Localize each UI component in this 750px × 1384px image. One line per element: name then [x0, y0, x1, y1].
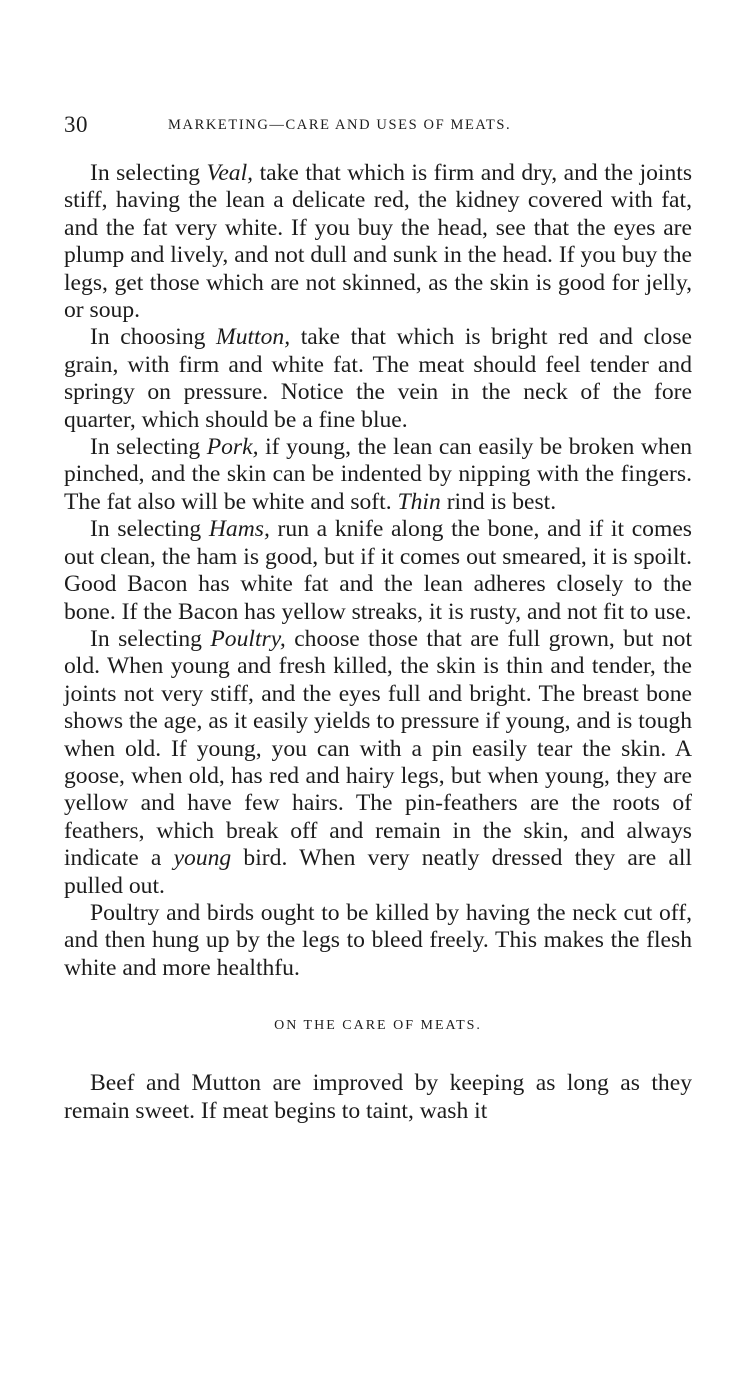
emphasis-hams: Hams, [208, 516, 270, 543]
paragraph-mutton [64, 324, 692, 434]
paragraph-birds: Poultry and birds ought to be killed by having the neck cut off, and then hung up by the legs to bleed freely. This makes the flesh white and more healthfu. [64, 899, 692, 981]
paragraph-text: In choosing [90, 324, 217, 351]
paragraph-text: if young, the lean can easily be broken when pinched, and the skin can be indented by nipping with the fingers. The fat also will be white and soft. [64, 434, 692, 515]
body-text [64, 160, 692, 1125]
paragraph-pork [64, 434, 692, 516]
paragraph-text: choose those that are full grown, but not old. When young and fresh killed, the skin is thin and tender, the joints not very stiff, and the eyes full and bright. The breast bone shows the age, as it easily yields to pressure if young, and is tough when old. If young, you can with a pin easily tear the skin. A goose, when old, has red and hairy legs, but when young, they are yellow and have few hairs. The pin-feathers are the roots of feathers, which break off and remain in the skin, and always indicate a [64, 625, 692, 872]
running-head [64, 112, 694, 142]
emphasis-pork: Pork, [206, 434, 259, 461]
paragraph-care-of-meats: Beef and Mutton are improved by keeping as long as they remain sweet. If meat begins to taint, wash it [64, 1070, 692, 1124]
paragraph-text: rind is best. [440, 488, 557, 515]
paragraph-text: In selecting [90, 516, 209, 543]
emphasis-young: young [173, 845, 232, 872]
emphasis-mutton: Mutton, [216, 324, 291, 351]
paragraph-text: run a knife along the bone, and if it comes out clean, the ham is good, but if it comes out smeared, it is spoilt. Good Bacon has white fat and the lean adheres closely to the bone. If the Bacon has yellow streaks, it is rusty, and not fit to use. [64, 516, 692, 625]
section-heading: ON THE CARE OF MEATS. [274, 1018, 482, 1034]
paragraph-text: bird. When very neatly dressed they are all pulled out. [64, 845, 692, 899]
paragraph-text: In selecting [90, 160, 207, 186]
paragraph-text: In selecting [90, 625, 211, 652]
emphasis-poultry: Poultry, [210, 625, 286, 652]
paragraph-veal [64, 160, 692, 324]
paragraph-text: In selecting [90, 434, 207, 461]
paragraph-poultry [64, 626, 692, 900]
emphasis-veal: Veal, [206, 160, 254, 186]
running-title: MARKETING—CARE AND USES OF MEATS. [168, 117, 512, 133]
paragraph-hams [64, 516, 692, 626]
paragraph-text: take that which is firm and dry, and the joints stiff, having the lean a delicate red, the kidney covered with fat, and the fat very white. If you buy the head, see that the eyes are plump and lively, and not dull and sunk in the head. If you buy the legs, get those which are not skinned, as the skin is good for jelly, or soup. [64, 160, 693, 324]
paragraph-text: take that which is bright red and close grain, with firm and white fat. The meat should feel tender and springy on pressure. Notice the vein in the neck of the fore quarter, which should be a fine blue. [64, 324, 692, 433]
emphasis-thin: Thin [397, 488, 441, 515]
page-number: 30 [64, 112, 88, 137]
